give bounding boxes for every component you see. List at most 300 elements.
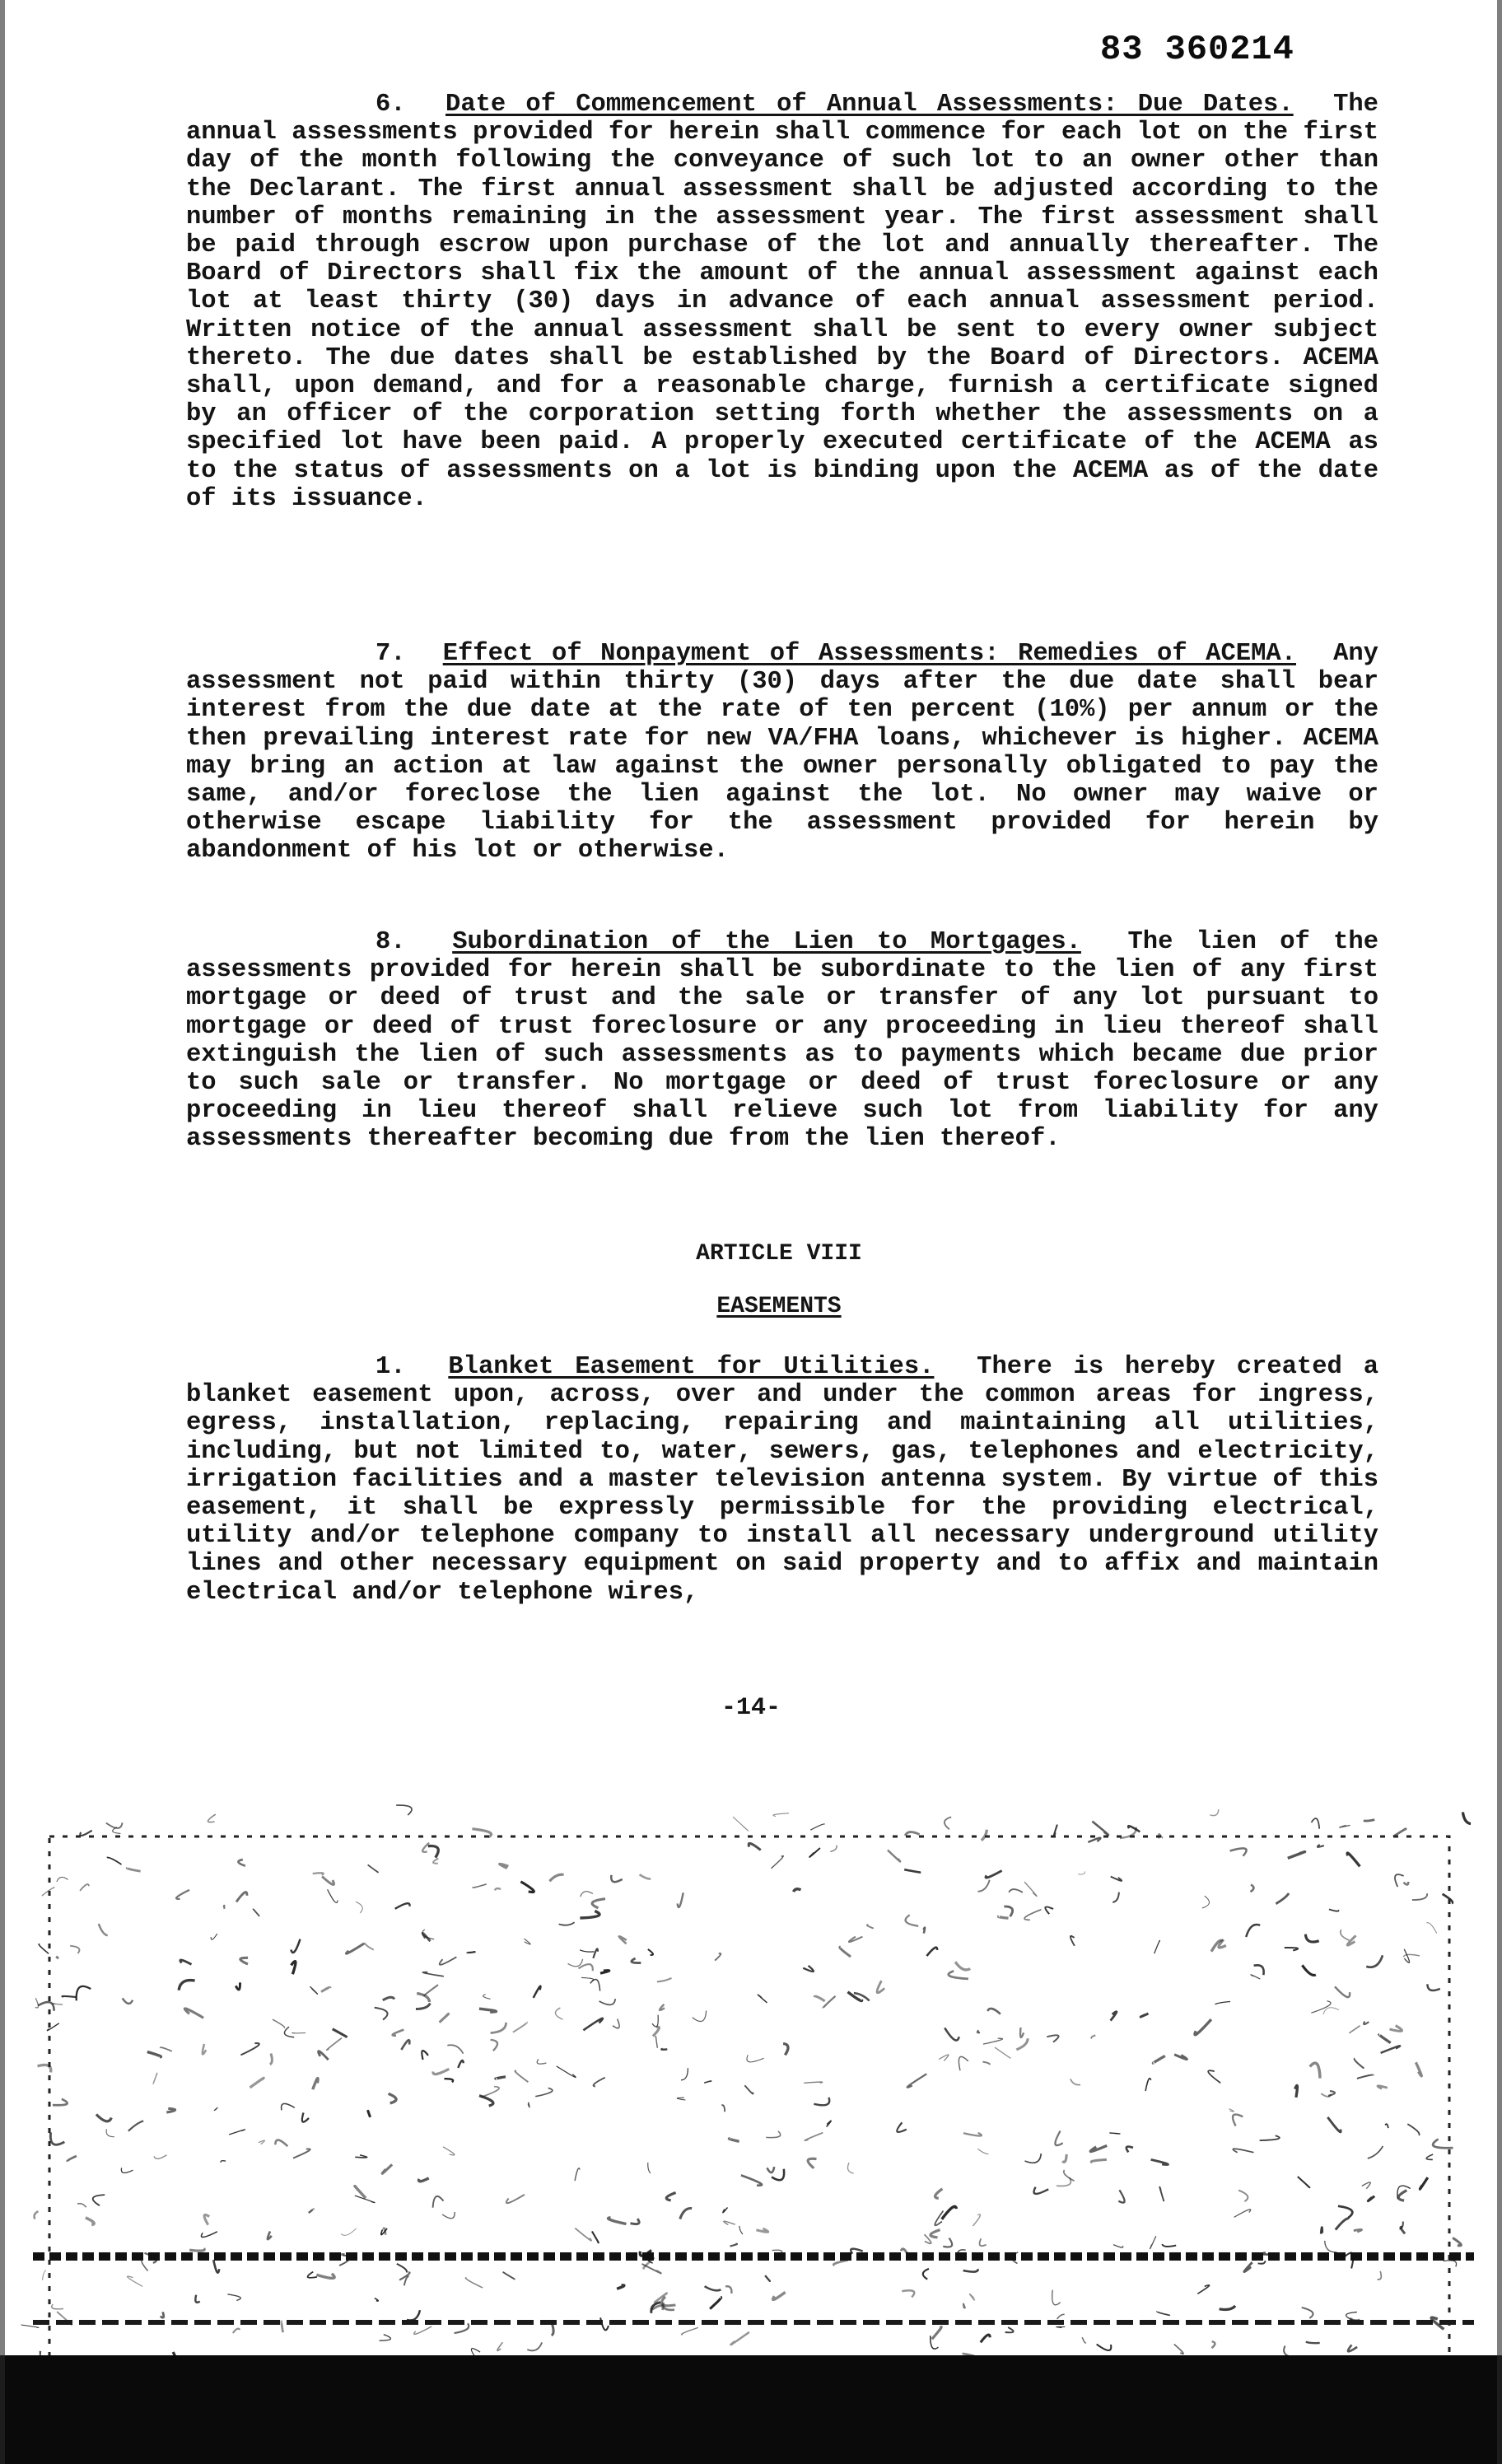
scan-noise-stroke <box>180 1960 192 1964</box>
section-6-paragraph <box>186 91 1378 513</box>
scan-noise-stroke <box>1109 2133 1120 2134</box>
scan-noise-stroke <box>1364 2022 1369 2024</box>
scan-noise-stroke <box>1195 2019 1211 2035</box>
scan-noise-stroke <box>308 2272 317 2278</box>
scan-noise-stroke <box>973 2214 980 2226</box>
scan-noise-stroke <box>292 2032 306 2033</box>
scan-noise-stroke <box>259 2140 265 2144</box>
scan-noise-stroke <box>1233 2149 1253 2153</box>
scan-noise-stroke <box>983 2038 1002 2044</box>
scan-noise-stroke <box>1348 2345 1357 2351</box>
scan-noise-stroke <box>273 2019 285 2028</box>
scan-noise-stroke <box>250 2078 264 2088</box>
scan-edge-mark-right <box>1497 0 1502 2464</box>
scan-noise-stroke <box>128 2276 143 2286</box>
scan-noise-stroke <box>1082 2337 1086 2343</box>
scan-noise-stroke <box>631 2219 640 2224</box>
scan-noise-stroke <box>525 1939 531 1944</box>
scan-noise-stroke <box>773 1813 789 1817</box>
scan-noise-stroke <box>479 2096 493 2106</box>
scan-noise-stroke <box>443 2147 455 2155</box>
scan-noise-stroke <box>1305 1934 1318 1942</box>
scan-noise-stroke <box>1323 2008 1339 2014</box>
scan-noise-stroke <box>341 2228 357 2236</box>
section-7-body: Any assessment not paid within thirty (30) days after the due date shall bear interest from the due date at the rate of ten percent (10%) per annum or the then prevailing interest rate for new VA/FHA loans, whichever is higher. ACEMA may bring an action at law against the owner personally obligated to pay the same, and/or foreclose the lien against the lot. No owner may waive or otherwise escape liability for the assessment provided for herein by abandonment of his lot or otherwise. <box>186 640 1378 866</box>
scan-noise-stroke <box>50 2132 64 2144</box>
scan-noise-stroke <box>500 1864 509 1868</box>
scan-noise-stroke <box>931 2230 940 2238</box>
page-number: -14- <box>721 1694 781 1722</box>
scan-noise-stroke <box>575 2228 591 2241</box>
scan-noise-stroke <box>21 2325 39 2327</box>
scan-noise-stroke <box>491 2040 497 2051</box>
scan-noise-stroke <box>204 2214 209 2224</box>
scan-noise-stroke <box>121 2168 133 2172</box>
scan-noise-stroke <box>923 2269 929 2280</box>
scan-noise-stroke <box>147 2052 161 2057</box>
scan-noise-stroke <box>506 2195 525 2203</box>
scan-noise-stroke <box>384 2228 386 2235</box>
scan-noise-stroke <box>442 2212 455 2219</box>
scan-noise-stroke <box>404 2276 409 2285</box>
scan-noise-stroke <box>1045 1906 1053 1914</box>
scan-noise-stroke <box>467 1952 476 1953</box>
scan-noise-stroke <box>422 2051 428 2060</box>
section-8-heading: Subordination of the Lien to Mortgages. <box>452 928 1081 956</box>
scan-noise-stroke <box>1062 2154 1066 2162</box>
scan-noise-stroke <box>986 1871 1002 1878</box>
scan-noise-stroke <box>1024 1882 1037 1896</box>
scan-noise-stroke <box>980 2238 987 2246</box>
scan-noise-stroke <box>648 2163 651 2173</box>
scan-noise-stroke <box>520 1882 534 1892</box>
scan-noise-stroke <box>107 1858 122 1864</box>
scan-noise-stroke <box>1355 2059 1364 2069</box>
scan-noise-stroke <box>724 2221 735 2224</box>
scan-noise-stroke <box>513 2023 527 2032</box>
scan-noise-stroke <box>998 1916 1008 1918</box>
scan-noise-stroke <box>648 1949 653 1955</box>
scan-noise-stroke <box>1385 2124 1388 2128</box>
scan-noise-stroke <box>375 2008 388 2020</box>
scan-noise-stroke <box>747 2055 764 2061</box>
scan-noise-stroke <box>640 1874 651 1878</box>
scan-noise-stroke <box>657 1978 672 1982</box>
scan-noise-stroke <box>128 2121 143 2130</box>
scan-noise-stroke <box>715 1953 721 1961</box>
scan-noise-stroke <box>1057 2314 1065 2319</box>
scan-noise-stroke <box>302 2112 309 2121</box>
scan-noise-stroke <box>401 2040 409 2050</box>
scan-noise-stroke <box>613 2019 619 2028</box>
scan-noise-stroke <box>1368 2146 1383 2158</box>
scan-noise-stroke <box>1009 1889 1023 1892</box>
scan-noise-stroke <box>1401 2227 1405 2233</box>
scan-noise-stroke <box>56 1957 58 1958</box>
scan-noise-stroke <box>321 1987 330 1991</box>
scan-noise-stroke <box>1258 2261 1266 2264</box>
scan-noise-stroke <box>1197 2285 1209 2294</box>
scan-noise-stroke <box>814 1996 825 2001</box>
scan-noise-stroke <box>1159 2187 1164 2201</box>
scan-noise-stroke <box>741 2175 762 2185</box>
scan-noise-stroke <box>270 2054 273 2065</box>
scan-noise-stroke <box>1318 1845 1324 1847</box>
scan-noise-stroke <box>96 2115 111 2121</box>
scan-noise-stroke <box>1426 1923 1436 1934</box>
scan-noise-stroke <box>924 1928 926 1934</box>
scan-noise-stroke <box>963 2133 982 2136</box>
scan-noise-stroke <box>1208 2070 1220 2083</box>
scan-noise-stroke <box>473 1884 487 1888</box>
scan-noise-stroke <box>823 1996 836 2009</box>
scan-noise-stroke <box>356 1902 362 1913</box>
scan-noise-stroke <box>154 2155 167 2159</box>
scan-noise-stroke <box>978 1880 990 1892</box>
scan-noise-stroke <box>236 1892 247 1902</box>
scan-noise-stroke <box>678 1892 683 1907</box>
scan-noise-stroke <box>127 1868 140 1871</box>
scan-noise-stroke <box>161 2312 164 2317</box>
scan-noise-stroke <box>1302 2308 1313 2318</box>
scan-noise-stroke <box>1404 1882 1409 1885</box>
scan-noise-stroke <box>515 2071 528 2083</box>
scan-noise-stroke <box>1111 1877 1122 1881</box>
scan-noise-stroke <box>397 2264 407 2273</box>
scan-noise-stroke <box>1321 2228 1322 2234</box>
scan-noise-stroke <box>970 2294 975 2300</box>
scan-noise-stroke <box>1427 1984 1439 1990</box>
scan-noise-stroke <box>433 2196 444 2208</box>
scan-noise-stroke <box>282 2103 295 2110</box>
scan-noise-stroke <box>310 1986 318 1994</box>
scan-noise-stroke <box>481 2087 499 2098</box>
scan-noise-stroke <box>660 2004 665 2010</box>
scan-noise-stroke <box>959 2056 968 2070</box>
scan-noise-stroke <box>905 1832 920 1836</box>
scan-noise-stroke <box>161 2047 172 2051</box>
scan-noise-stroke <box>1340 1825 1350 1827</box>
scan-noise-stroke <box>327 2038 342 2051</box>
scan-noise-stroke <box>1325 2241 1337 2252</box>
scan-noise-stroke <box>503 2272 515 2280</box>
scan-noise-stroke <box>375 2298 378 2301</box>
scan-noise-stroke <box>1364 1820 1374 1822</box>
scan-noise-stroke <box>592 1899 605 1908</box>
scan-noise-stroke <box>333 2029 348 2037</box>
scan-noise-stroke <box>1145 2079 1151 2091</box>
scan-noise-stroke <box>433 1859 438 1864</box>
scan-noise-stroke <box>942 2206 957 2219</box>
scan-noise-stroke <box>1004 1906 1012 1916</box>
scan-noise-stroke <box>1151 2159 1168 2164</box>
scan-noise-stroke <box>1444 2261 1457 2267</box>
scan-noise-stroke <box>840 1947 851 1957</box>
scan-noise-stroke <box>805 2133 823 2141</box>
scan-noise-stroke <box>166 2108 175 2112</box>
scan-noise-stroke <box>440 1957 457 1964</box>
scan-noise-stroke <box>1412 1893 1427 1900</box>
scan-noise-stroke <box>195 2295 199 2303</box>
scan-noise-stroke <box>1306 2342 1320 2344</box>
scan-noise-stroke <box>730 2244 738 2247</box>
scan-noise-stroke <box>580 1911 599 1919</box>
scan-noise-stroke <box>382 2164 392 2173</box>
scan-noise-stroke <box>422 1972 444 1976</box>
scan-noise-stroke <box>203 2044 206 2054</box>
scan-noise-stroke <box>233 2329 240 2333</box>
scan-noise-stroke <box>830 1846 837 1852</box>
scan-noise-stroke <box>77 2204 86 2208</box>
scan-noise-stroke <box>945 1817 951 1829</box>
scan-noise-stroke <box>1354 2229 1362 2232</box>
scan-noise-stroke <box>291 1939 300 1953</box>
scan-noise-stroke <box>982 1830 987 1841</box>
scan-noise-stroke <box>721 2105 725 2112</box>
scan-noise-stroke <box>1254 1965 1264 1975</box>
scan-noise-stroke <box>422 1843 429 1852</box>
scan-noise-stroke <box>1381 2046 1401 2053</box>
scan-noise-stroke <box>803 1966 814 1972</box>
scan-noise-stroke <box>733 1817 748 1831</box>
scan-noise-stroke <box>1025 2154 1042 2163</box>
scan-noise-stroke <box>479 2009 497 2012</box>
scan-noise-stroke <box>725 2286 731 2294</box>
scan-noise-stroke <box>977 2149 988 2154</box>
section-6-heading: Date of Commencement of Annual Assessments: Due Dates. <box>445 91 1294 119</box>
scan-noise-stroke <box>1202 1896 1210 1908</box>
scan-noise-stroke <box>906 1915 919 1926</box>
scan-noise-stroke <box>1174 2345 1183 2354</box>
scan-noise-stroke <box>293 2149 310 2158</box>
scan-noise-stroke <box>568 1959 583 1967</box>
scan-noise-stroke <box>552 2323 554 2335</box>
scan-noise-stroke <box>581 1977 594 1981</box>
scan-noise-stroke <box>99 1924 108 1935</box>
scan-noise-stroke <box>1064 2170 1075 2181</box>
scan-noise-stroke <box>1341 1930 1349 1940</box>
scan-noise-stroke <box>537 2059 546 2064</box>
scan-noise-stroke <box>729 2139 739 2142</box>
scan-noise-stroke <box>772 1856 784 1869</box>
scan-noise-stroke <box>229 2130 245 2135</box>
scan-noise-stroke <box>1071 1936 1075 1946</box>
scan-noise-stroke <box>238 1860 245 1866</box>
scan-noise-stroke <box>1140 2014 1148 2017</box>
scan-noise-stroke <box>80 1884 89 1891</box>
scan-noise-stroke <box>1111 2012 1117 2021</box>
scan-noise-stroke <box>440 2014 449 2022</box>
scan-noise-stroke <box>496 2077 506 2079</box>
scan-noise-stroke <box>268 2232 272 2240</box>
scan-noise-stroke <box>1057 2177 1071 2186</box>
scan-edge-mark-left <box>0 0 5 2464</box>
scan-noise-stroke <box>632 1958 641 1963</box>
scan-noise-stroke <box>455 2323 469 2333</box>
scan-noise-stroke <box>1090 2145 1107 2151</box>
scan-noise-stroke <box>447 2045 463 2053</box>
scan-noise-stroke <box>575 2168 580 2181</box>
scan-noise-stroke <box>833 2260 848 2265</box>
scan-noise-stroke <box>794 1889 801 1892</box>
scan-noise-stroke <box>1350 2026 1360 2033</box>
scan-noise-stroke <box>189 2248 204 2251</box>
scan-noise-stroke <box>557 2066 576 2078</box>
scan-noise-stroke <box>1298 2177 1310 2187</box>
scan-noise-stroke <box>213 2260 219 2272</box>
scan-noise-stroke <box>783 2044 788 2056</box>
scan-noise-stroke <box>744 2085 753 2093</box>
scan-noise-stroke <box>1150 2236 1156 2248</box>
scan-noise-stroke <box>368 1864 378 1872</box>
scan-noise-stroke <box>1092 1822 1108 1836</box>
scan-noise-stroke <box>57 1877 68 1882</box>
scan-noise-stroke <box>549 1874 563 1881</box>
scan-noise-stroke <box>888 1850 900 1862</box>
scan-noise-stroke <box>1407 2124 1419 2135</box>
scan-noise-stroke <box>935 2189 943 2199</box>
scan-noise-stroke <box>1462 1813 1471 1824</box>
scan-noise-stroke <box>254 1909 260 1916</box>
scan-noise-stroke <box>1071 2079 1080 2084</box>
scan-noise-stroke <box>355 2155 366 2158</box>
scan-noise-stroke <box>1251 1885 1254 1892</box>
scan-noise-stroke <box>38 2002 54 2011</box>
scan-noise-stroke <box>1338 2206 1352 2218</box>
scan-noise-stroke <box>1398 2191 1406 2200</box>
scan-noise-stroke <box>1285 1948 1298 1950</box>
scan-noise-stroke <box>804 2082 823 2083</box>
scan-noise-stroke <box>1379 2034 1391 2042</box>
scan-noise-stroke <box>236 1982 240 1990</box>
scan-noise-stroke <box>1024 1910 1041 1920</box>
scan-noise-stroke <box>292 1962 296 1975</box>
section-viii-1-body: There is hereby created a blanket easement upon, across, over and under the common areas for ingress, egress, installation, replacing, repairing and maintaining all utilities, including, but not limited to, water, sewers, gas, telephones and electricity, irrigation facilities and a master television antenna system. By virtue of this easement, it shall be expressly permissible for the providing electrical, utility and/or telephone company to install all necessary underground utility lines and other necessary equipment on said property and to affix and maintain electrical and/or telephone wires, <box>186 1353 1378 1607</box>
scan-noise-stroke <box>1328 2091 1335 2096</box>
scan-noise-stroke <box>534 1986 541 1998</box>
scan-noise-stroke <box>1047 2035 1058 2042</box>
scan-noise-stroke <box>599 1999 616 2004</box>
scan-noise-stroke <box>765 2275 770 2281</box>
scan-noise-stroke <box>977 2030 980 2032</box>
scan-noise-stroke <box>465 2278 483 2288</box>
scan-noise-stroke <box>1238 2191 1248 2202</box>
scan-noise-stroke <box>655 2036 657 2048</box>
scan-noise-stroke <box>1153 2056 1164 2063</box>
scan-noise-stroke <box>730 2332 749 2345</box>
scan-noise-stroke <box>1362 2182 1370 2189</box>
scan-noise-stroke <box>1311 2001 1331 2014</box>
scan-noise-stroke <box>1154 1940 1160 1953</box>
scan-noise-stroke <box>987 2009 1001 2014</box>
scan-noise-stroke <box>309 2210 314 2213</box>
scan-noise-stroke <box>945 2028 959 2040</box>
scan-noise-stroke <box>592 2232 599 2243</box>
scan-noise-stroke <box>594 2078 605 2087</box>
scan-noise-stroke <box>767 2167 775 2172</box>
scan-noise-stroke <box>1420 2177 1427 2189</box>
scan-noise-stroke <box>483 1995 491 2000</box>
scan-noise-stroke <box>1390 2026 1402 2032</box>
section-viii-1-number: 1. <box>376 1353 406 1381</box>
scan-noise-stroke <box>364 1943 374 1950</box>
scan-noise-stroke <box>201 2232 217 2238</box>
scan-noise-stroke <box>705 2286 721 2290</box>
scan-noise-stroke <box>39 1944 49 1954</box>
scan-noise-stroke <box>677 2098 685 2100</box>
scan-noise-stroke <box>395 1903 410 1909</box>
scan-noise-stroke <box>1244 2262 1252 2271</box>
scan-noise-stroke <box>407 2310 420 2320</box>
scan-noise-stroke <box>1403 1954 1420 1957</box>
scan-noise-stroke <box>93 2195 105 2205</box>
scan-noise-stroke <box>497 2342 503 2350</box>
scan-noise-stroke <box>424 1985 438 1995</box>
scan-noise-stroke <box>240 1958 248 1964</box>
scan-noise-stroke <box>943 2238 952 2247</box>
scan-noise-stroke <box>1416 2062 1421 2076</box>
scan-noise-stroke <box>284 2027 294 2037</box>
scan-noise-stroke <box>619 1936 627 1944</box>
scan-noise-stroke <box>963 2269 978 2271</box>
section-7-heading: Effect of Nonpayment of Assessments: Remedies of ACEMA. <box>442 640 1296 668</box>
section-viii-1-heading: Blanket Easement for Utilities. <box>448 1353 935 1381</box>
scan-noise-stroke <box>433 2069 449 2074</box>
scan-noise-stroke <box>693 2011 707 2022</box>
scan-noise-stroke <box>35 1998 39 2008</box>
scan-noise-stroke <box>1113 2245 1123 2248</box>
scan-noise-stroke <box>579 1964 593 1971</box>
scan-noise-stroke <box>67 2156 77 2162</box>
scan-noise-stroke <box>617 2285 624 2289</box>
scan-noise-stroke <box>1230 1848 1247 1855</box>
scan-noise-stroke <box>1295 2085 1298 2097</box>
scan-noise-stroke <box>1088 1838 1100 1842</box>
scan-noise-stroke <box>907 2074 927 2087</box>
scan-noise-stroke <box>1233 2115 1243 2126</box>
scan-noise-stroke <box>389 2093 396 2103</box>
scan-noise-stroke <box>80 1831 91 1836</box>
scan-noise-stroke <box>827 2121 832 2126</box>
scan-noise-stroke <box>1395 1874 1404 1887</box>
scan-noise-stroke <box>1162 2244 1176 2247</box>
scan-noise-stroke <box>1366 1955 1383 1967</box>
scan-noise-stroke <box>445 2079 454 2082</box>
scan-noise-stroke <box>608 2218 626 2224</box>
scan-noise-stroke <box>1234 2210 1251 2218</box>
scan-noise-stroke <box>106 2129 114 2136</box>
article-subtitle: EASEMENTS <box>716 1294 842 1319</box>
scan-noise-stroke <box>710 2297 721 2308</box>
scan-noise-stroke <box>926 1948 937 1956</box>
scan-noise-stroke <box>1126 2147 1133 2153</box>
scan-noise-stroke <box>86 2218 94 2225</box>
section-6-number: 6. <box>376 91 406 119</box>
scan-noise-stroke <box>773 2292 786 2299</box>
scan-noise-stroke <box>902 2290 914 2297</box>
scan-noise-stroke <box>1443 1894 1453 1903</box>
scan-noise-stroke <box>981 2335 990 2342</box>
scan-noise-stroke <box>1357 2075 1374 2079</box>
scan-noise-stroke <box>1215 2002 1230 2004</box>
scan-noise-stroke <box>313 1873 324 1874</box>
scan-noise-stroke <box>176 1890 189 1899</box>
scan-noise-stroke <box>1057 2326 1065 2327</box>
scan-noise-stroke <box>808 2158 816 2168</box>
scan-noise-stroke <box>319 2051 329 2060</box>
scan-noise-stroke <box>897 2122 907 2132</box>
article-title: ARTICLE VIII <box>696 1241 862 1267</box>
